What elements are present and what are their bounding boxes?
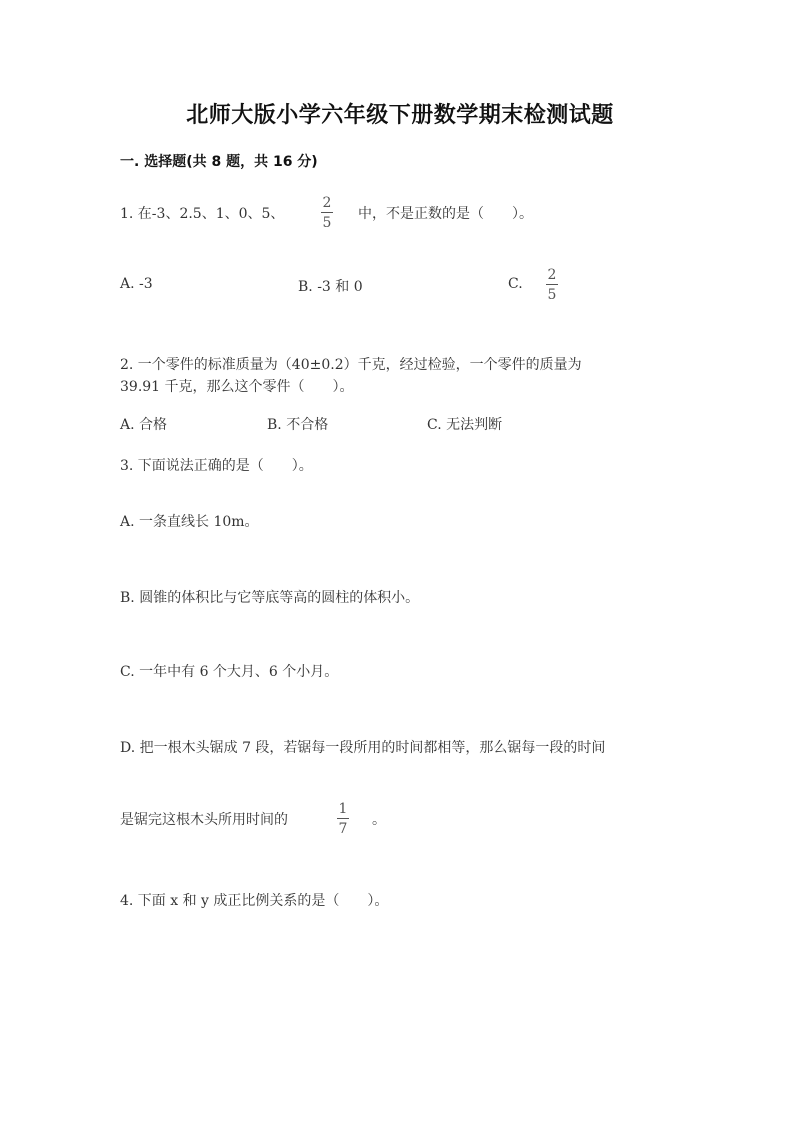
q3-stem: 3. 下面说法正确的是（ ）。	[120, 458, 313, 474]
q2-option-a: A. 合格	[120, 417, 168, 433]
page-title: 北师大版小学六年级下册数学期末检测试题	[186, 103, 614, 128]
q3-option-b: B. 圆锥的体积比与它等底等高的圆柱的体积小。	[120, 590, 420, 606]
q1-option-a: A. -3	[120, 276, 153, 292]
q2-option-b: B. 不合格	[267, 417, 329, 433]
section-heading: 一. 选择题(共 8 题，共 16 分)	[120, 154, 318, 170]
q3-option-c: C. 一年中有 6 个大月、6 个小月。	[120, 664, 339, 680]
q1-option-c-label: C.	[508, 276, 523, 292]
q3-option-a: A. 一条直线长 10m。	[120, 514, 259, 530]
q1-option-b: B. -3 和 0	[298, 279, 363, 295]
q3-option-d-fraction	[337, 802, 349, 836]
q3-option-d-period: 。	[372, 812, 386, 828]
q1-fraction	[321, 196, 333, 230]
q4-stem: 4. 下面 x 和 y 成正比例关系的是（ ）。	[120, 893, 389, 909]
q3-option-d-line1: D. 把一根木头锯成 7 段，若锯每一段所用的时间都相等，那么锯每一段的时间	[120, 740, 606, 756]
q1-option-c-denominator: 5	[547, 287, 557, 303]
q2-option-c: C. 无法判断	[427, 417, 503, 433]
q2-stem-line2: 39.91 千克，那么这个零件（ ）。	[120, 379, 354, 395]
q1-stem-part1: 1. 在-3、2.5、1、0、5、	[120, 206, 285, 222]
q1-option-c-fraction	[546, 268, 558, 302]
q3-option-d-denominator: 7	[338, 821, 348, 837]
q1-fraction-denominator: 5	[322, 215, 332, 231]
q1-stem-part2: 中，不是正数的是（ ）。	[358, 206, 533, 222]
q3-option-d-numerator: 1	[338, 801, 348, 817]
q3-option-d-line2: 是锯完这根木头所用时间的	[120, 812, 288, 828]
q1-option-c-numerator: 2	[547, 267, 557, 283]
q2-stem-line1: 2. 一个零件的标准质量为（40±0.2）千克，经过检验，一个零件的质量为	[120, 357, 582, 373]
q1-fraction-numerator: 2	[322, 195, 332, 211]
